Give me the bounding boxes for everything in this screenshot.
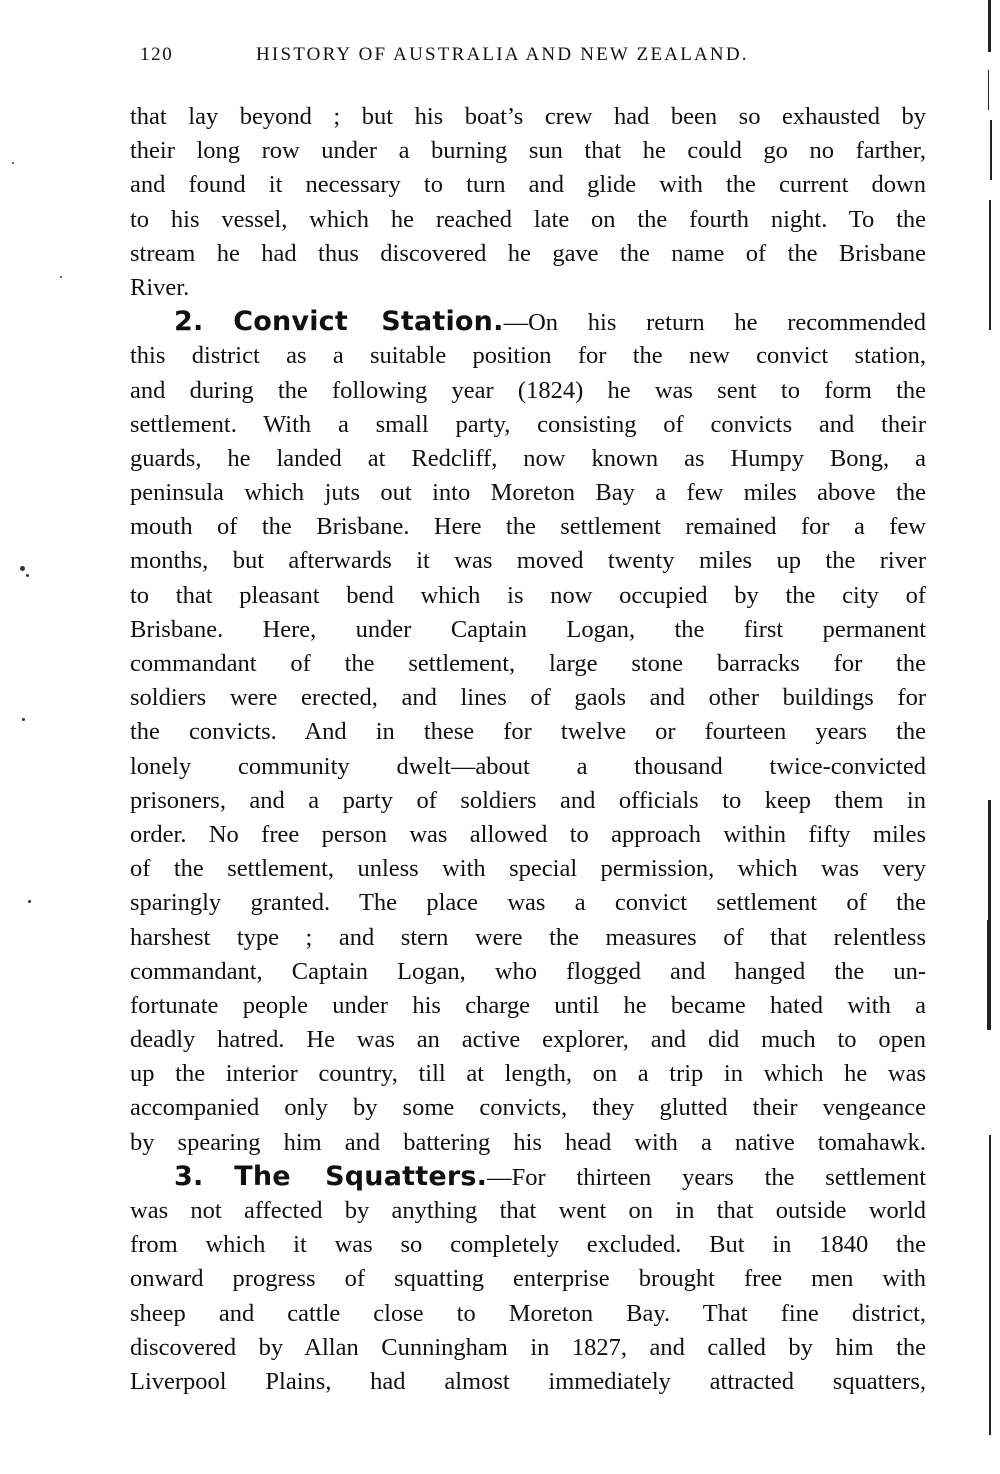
section-number: 3. — [174, 1160, 204, 1192]
text-line: stream he had thus discovered he gave the name of the Brisbane — [130, 239, 926, 267]
text-line: to his vessel, which he reached late on the fourth night. To the — [130, 205, 926, 233]
text-line: commandant of the settlement, large stone barracks for the — [130, 650, 926, 677]
text-line: discovered by Allan Cunningham in 1827, and called by him the — [130, 1333, 926, 1361]
text-line: onward progress of squatting enterprise brought free men with — [130, 1265, 926, 1293]
text-line: guards, he landed at Redcliff, now known as Humpy Bong, a — [130, 444, 926, 472]
text-line: harshest type ; and stern were the measures of that relentless — [130, 923, 926, 951]
text-line: their long row under a burning sun that he could go no farther, — [130, 137, 926, 165]
section-heading: The Squatters. — [234, 1160, 488, 1192]
text-line: up the interior country, till at length, on a trip in which he was — [130, 1060, 926, 1088]
text-line: peninsula which juts out into Moreton Bay a few miles above the — [130, 479, 926, 507]
section-lead-text: —For thirteen years the settlement — [487, 1163, 926, 1191]
text-line: accompanied only by some convicts, they glutted their vengeance — [130, 1094, 926, 1122]
scan-speck — [12, 162, 14, 164]
text-line: order. No free person was allowed to approach within fifty miles — [130, 820, 926, 848]
scan-edge-mark — [988, 70, 989, 110]
text-line: deadly hatred. He was an active explorer, and did much to open — [130, 1026, 926, 1054]
section-first-line — [130, 305, 926, 339]
scan-speck — [22, 718, 25, 721]
text-line: settlement. With a small party, consisting of convicts and their — [130, 410, 926, 438]
scan-speck — [60, 276, 62, 278]
section-heading: Convict Station. — [233, 306, 504, 338]
section-lead-text: —On his return he recommended — [503, 309, 926, 337]
section-the-squatters — [130, 1160, 926, 1399]
text-line: Liverpool Plains, had almost immediately attracted squatters, — [130, 1367, 926, 1395]
section-convict-station — [130, 305, 926, 1160]
text-line: this district as a suitable position for the new convict station, — [130, 342, 926, 370]
text-line: lonely community dwelt—about a thousand twice-convicted — [130, 752, 926, 780]
page-number: 120 — [140, 44, 174, 65]
running-head — [140, 44, 920, 76]
scan-edge-mark — [987, 920, 991, 1030]
scan-edge-mark — [988, 0, 991, 52]
scan-edge-mark — [989, 1135, 991, 1435]
text-line: sparingly granted. The place was a convict settlement of the — [130, 889, 926, 917]
text-line: of the settlement, unless with special permission, which was very — [130, 855, 926, 883]
text-line: River. — [130, 273, 190, 301]
text-line: by spearing him and battering his head with a native tomahawk. — [130, 1128, 926, 1156]
scan-speck — [20, 566, 25, 571]
text-line: soldiers were erected, and lines of gaols and other buildings for — [130, 684, 926, 712]
text-line: the convicts. And in these for twelve or fourteen years the — [130, 718, 926, 746]
running-title: HISTORY OF AUSTRALIA AND NEW ZEALAND. — [256, 44, 749, 65]
paragraph-continuation — [130, 100, 926, 305]
text-line: and during the following year (1824) he was sent to form the — [130, 376, 926, 404]
text-line: prisoners, and a party of soldiers and officials to keep them in — [130, 786, 926, 814]
text-line: sheep and cattle close to Moreton Bay. That fine district, — [130, 1299, 926, 1327]
scan-edge-mark — [988, 800, 991, 920]
scan-speck — [26, 574, 29, 577]
text-line: months, but afterwards it was moved twenty miles up the river — [130, 547, 926, 575]
scan-edge-mark — [989, 200, 991, 330]
text-line: and found it necessary to turn and glide with the current down — [130, 171, 926, 199]
section-number: 2. — [174, 306, 204, 338]
text-line: to that pleasant bend which is now occupied by the city of — [130, 581, 926, 609]
text-line: mouth of the Brisbane. Here the settlement remained for a few — [130, 513, 926, 541]
scan-speck — [28, 900, 31, 903]
text-line: was not affected by anything that went on in that outside world — [130, 1197, 926, 1224]
text-line: fortunate people under his charge until he became hated with a — [130, 991, 926, 1019]
scan-edge-mark — [990, 120, 992, 180]
section-first-line — [130, 1160, 926, 1194]
text-line: from which it was so completely excluded. But in 1840 the — [130, 1231, 926, 1259]
text-line: Brisbane. Here, under Captain Logan, the first permanent — [130, 615, 926, 643]
text-line: commandant, Captain Logan, who flogged and hanged the un- — [130, 957, 926, 985]
text-line: that lay beyond ; but his boat’s crew had been so exhausted by — [130, 103, 926, 130]
body-text — [130, 100, 926, 1399]
